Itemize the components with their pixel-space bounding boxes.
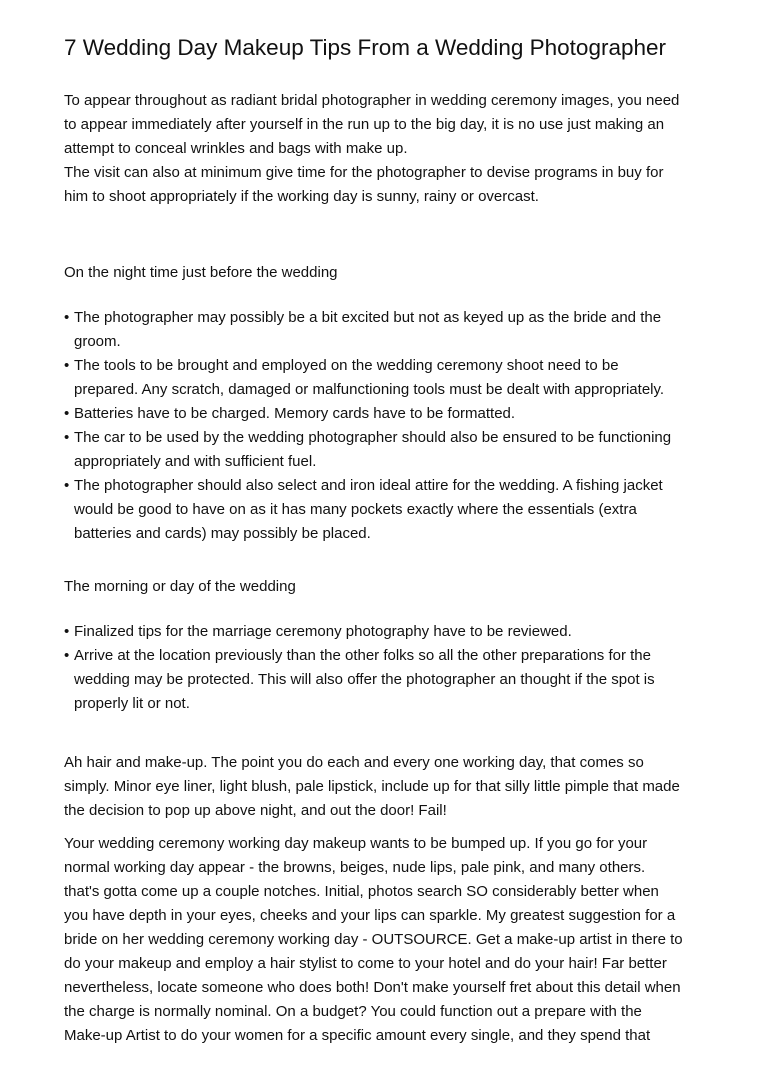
bullet-icon: •: [64, 647, 70, 664]
list-item: [64, 620, 754, 644]
hair-paragraph-line: simply. Minor eye liner, light blush, pale lipstick, include up for that silly little pimple that made: [64, 778, 680, 795]
bullet-icon: •: [64, 477, 70, 494]
list-item-line: The photographer should also select and iron ideal attire for the wedding. A fishing jacket: [74, 477, 663, 494]
list-item-line: The tools to be brought and employed on the wedding ceremony shoot need to be: [74, 357, 619, 374]
makeup-paragraph-line: Make-up Artist to do your women for a specific amount every single, and they spend that: [64, 1027, 651, 1044]
morning-bullet-list: [64, 620, 754, 716]
list-item: [64, 306, 754, 354]
list-item: [64, 402, 754, 426]
intro-line: him to shoot appropriately if the working day is sunny, rainy or overcast.: [64, 188, 539, 205]
document-title: 7 Wedding Day Makeup Tips From a Wedding Photographer: [64, 35, 666, 60]
list-item-line: Finalized tips for the marriage ceremony photography have to be reviewed.: [74, 623, 572, 640]
bullet-icon: •: [64, 429, 70, 446]
list-item-line: Arrive at the location previously than the other folks so all the other preparations for the: [74, 647, 651, 664]
makeup-paragraph-line: normal working day appear - the browns, beiges, nude lips, pale pink, and many others.: [64, 859, 646, 876]
list-item: [64, 354, 754, 402]
hair-paragraph: [64, 751, 754, 823]
list-item-line: properly lit or not.: [74, 695, 190, 712]
makeup-paragraph-line: bride on her wedding ceremony working day - OUTSOURCE. Get a make-up artist in there to: [64, 931, 683, 948]
intro-line: to appear immediately after yourself in the run up to the big day, it is no use just making an: [64, 116, 665, 133]
makeup-paragraph-line: that's gotta come up a couple notches. Initial, photos search SO considerably better when: [64, 883, 659, 900]
makeup-paragraph-line: you have depth in your eyes, cheeks and your lips can sparkle. My greatest suggestion for a: [64, 907, 676, 924]
bullet-icon: •: [64, 623, 70, 640]
intro-line: The visit can also at minimum give time for the photographer to devise programs in buy for: [64, 164, 664, 181]
morning-section-heading: The morning or day of the wedding: [64, 578, 296, 595]
list-item-line: The photographer may possibly be a bit excited but not as keyed up as the bride and the: [74, 309, 662, 326]
night-section-heading: On the night time just before the wedding: [64, 264, 338, 281]
makeup-paragraph-line: the charge is normally nominal. On a budget? You could function out a prepare with the: [64, 1003, 642, 1020]
bullet-icon: •: [64, 405, 70, 422]
intro-line: To appear throughout as radiant bridal photographer in wedding ceremony images, you need: [64, 92, 680, 109]
list-item-line: The car to be used by the wedding photographer should also be ensured to be functioning: [74, 429, 672, 446]
list-item-line: prepared. Any scratch, damaged or malfunctioning tools must be dealt with appropriately.: [74, 381, 665, 398]
list-item: [64, 426, 754, 474]
makeup-paragraph-line: do your makeup and employ a hair stylist to come to your hotel and do your hair! Far better: [64, 955, 667, 972]
list-item-line: would be good to have on as it has many pockets exactly where the essentials (extra: [74, 501, 637, 518]
night-bullet-list: [64, 306, 754, 546]
hair-paragraph-line: Ah hair and make-up. The point you do each and every one working day, that comes so: [64, 754, 644, 771]
list-item-line: appropriately and with sufficient fuel.: [74, 453, 317, 470]
bullet-icon: •: [64, 357, 70, 374]
list-item-line: batteries and cards) may possibly be placed.: [74, 525, 371, 542]
list-item-line: Batteries have to be charged. Memory cards have to be formatted.: [74, 405, 516, 422]
list-item-line: wedding may be protected. This will also offer the photographer an thought if the spot is: [74, 671, 655, 688]
list-item: [64, 644, 754, 716]
list-item: [64, 474, 754, 546]
intro-line: attempt to conceal wrinkles and bags with make up.: [64, 140, 408, 157]
intro-paragraph: [64, 89, 754, 209]
makeup-paragraph-line: Your wedding ceremony working day makeup wants to be bumped up. If you go for your: [64, 835, 648, 852]
list-item-line: groom.: [74, 333, 121, 350]
hair-paragraph-line: the decision to pop up above night, and out the door! Fail!: [64, 802, 447, 819]
makeup-paragraph: [64, 832, 754, 1048]
makeup-paragraph-line: nevertheless, locate someone who does both! Don't make yourself fret about this detail when: [64, 979, 681, 996]
bullet-icon: •: [64, 309, 70, 326]
